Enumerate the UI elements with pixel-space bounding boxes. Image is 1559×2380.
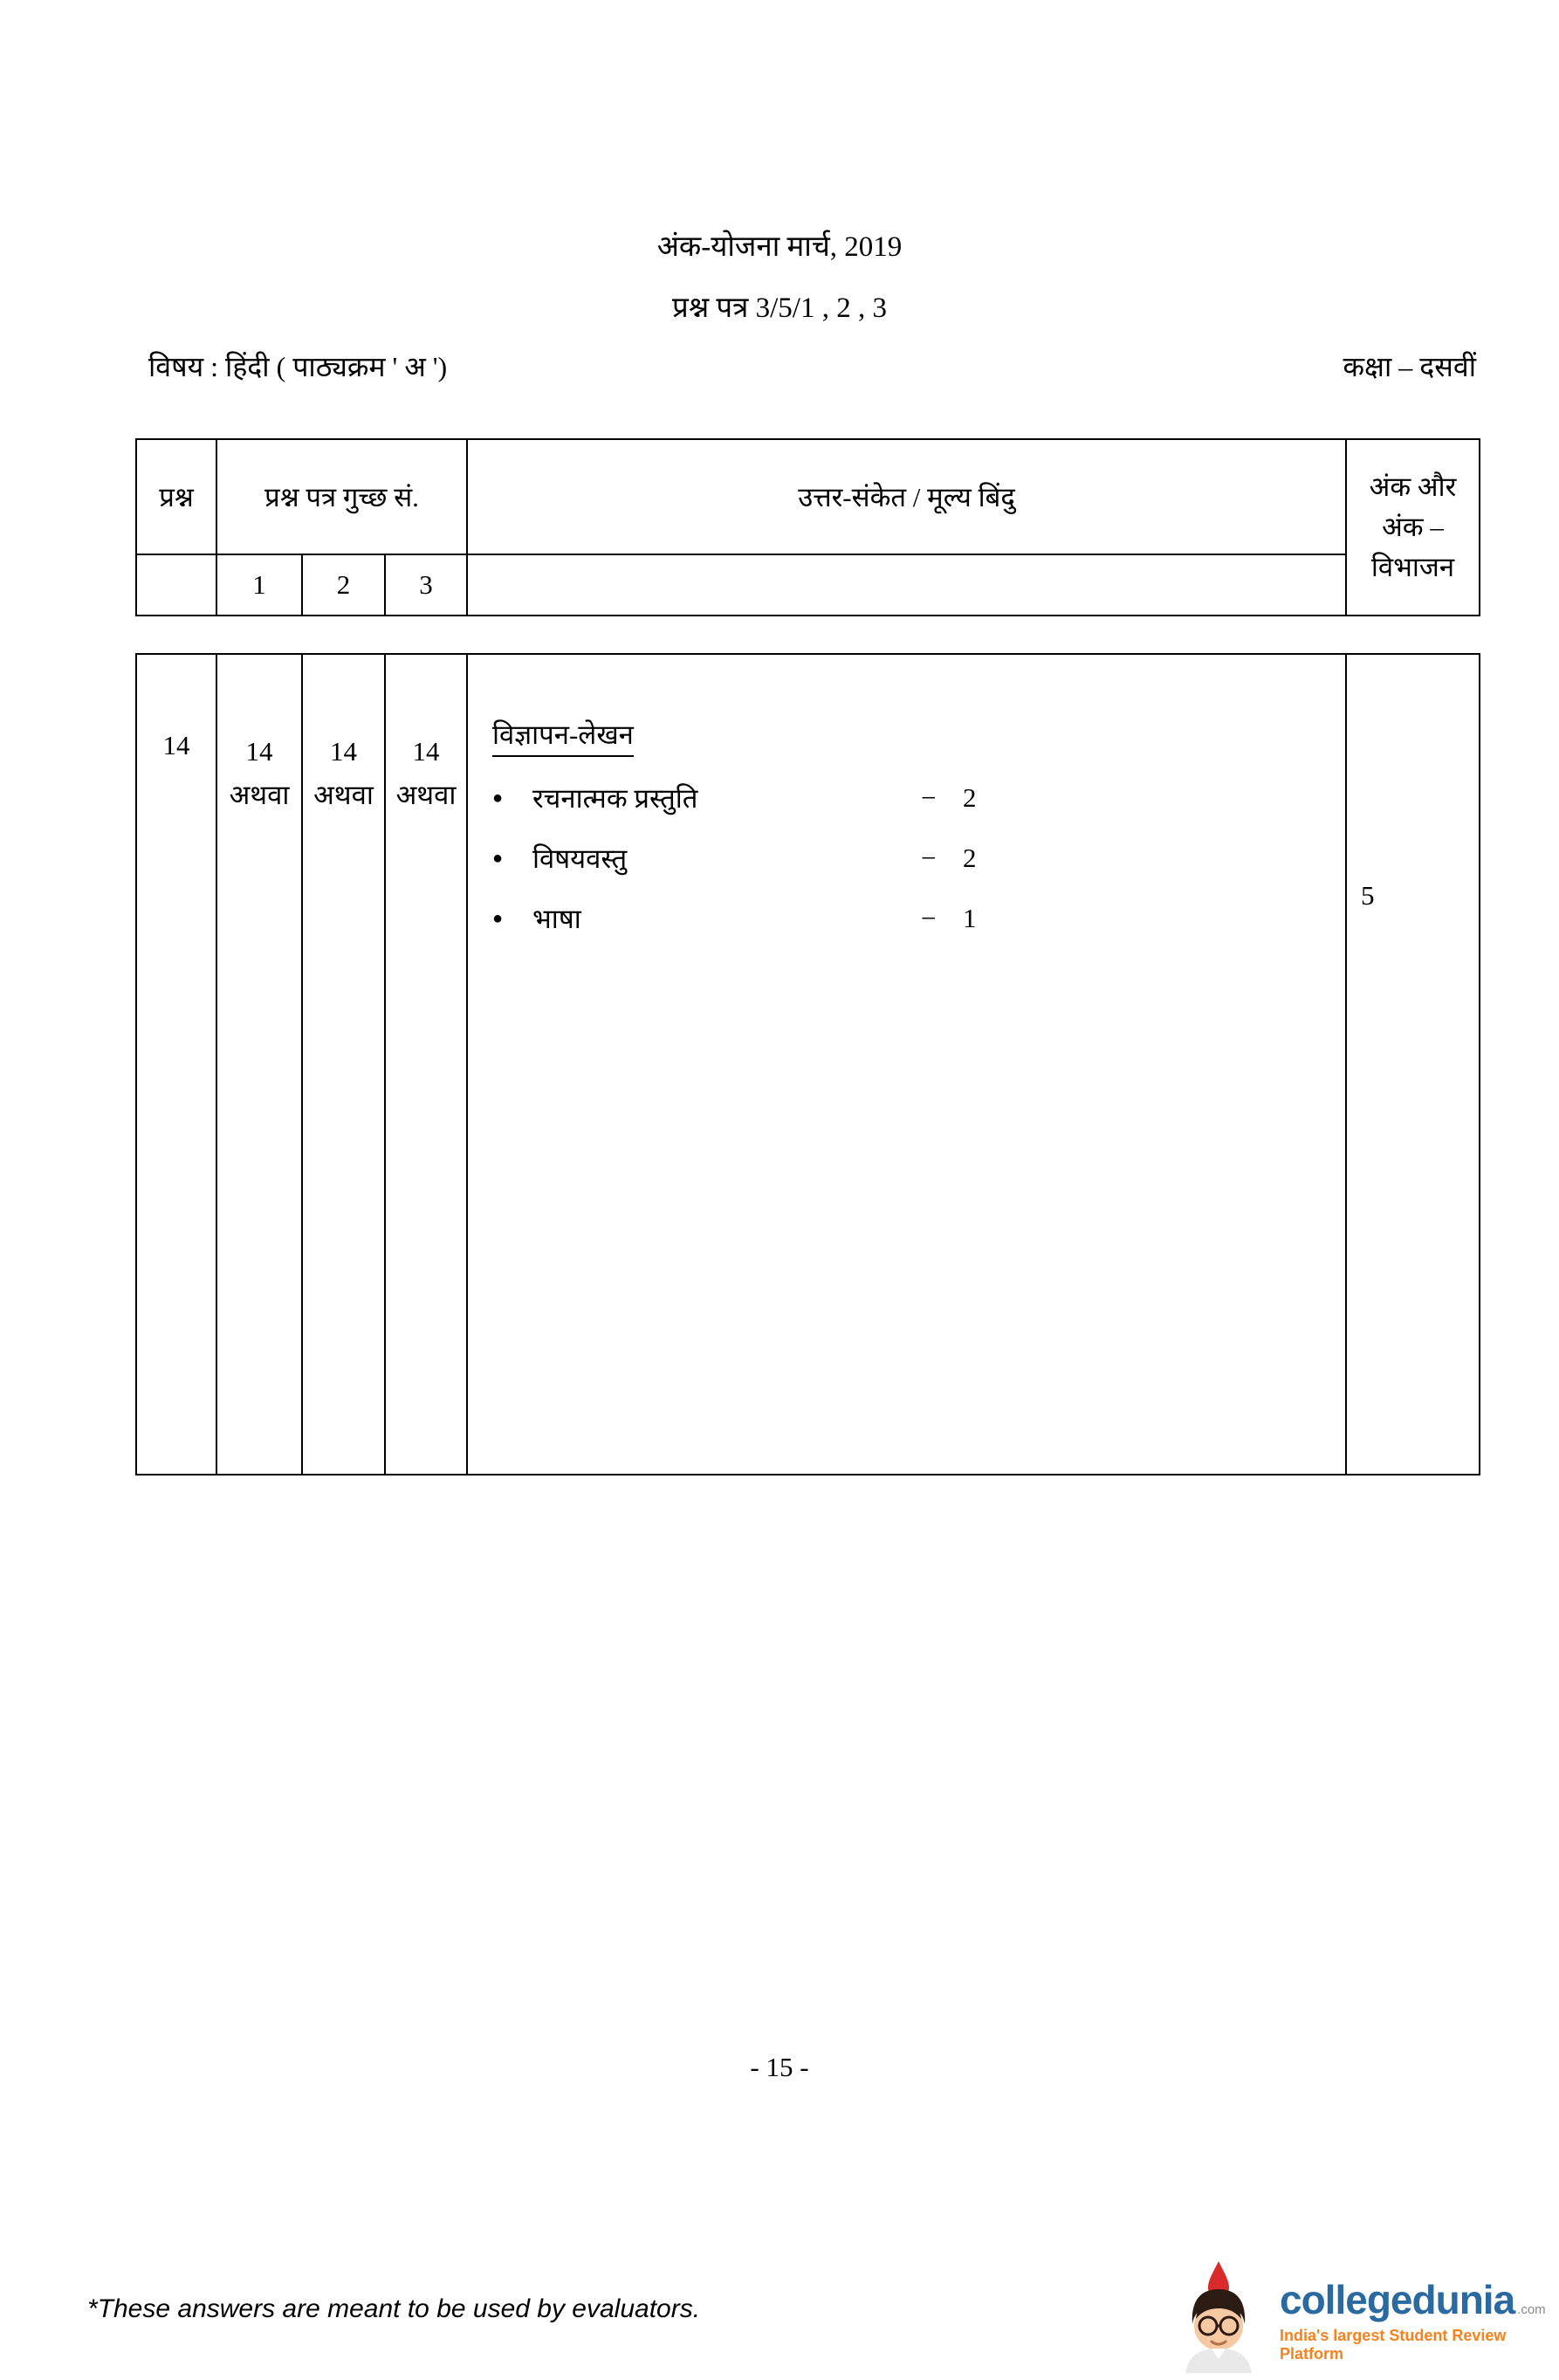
point-dash: − <box>921 843 937 873</box>
point-marks: 2 <box>963 843 977 873</box>
set3-cell <box>385 654 467 1475</box>
page-number: - 15 - <box>750 2052 809 2082</box>
header-answer-col: उत्तर-संकेत / मूल्य बिंदु <box>467 439 1346 554</box>
doc-subtitle: प्रश्न पत्र 3/5/1 , 2 , 3 <box>672 292 887 324</box>
header-empty-cell <box>467 554 1346 616</box>
point-marks: 2 <box>963 782 977 813</box>
bullet-icon: ● <box>492 788 504 808</box>
answer-key-cell <box>467 654 1346 1475</box>
bullet-icon: ● <box>492 848 504 868</box>
brand-tld: .com <box>1517 2301 1546 2317</box>
evaluator-footnote: *These answers are meant to be used by evaluators. <box>87 2294 701 2323</box>
set3-or-label: अथवा <box>395 780 457 810</box>
point-dash: − <box>921 782 937 813</box>
header-group-1: 1 <box>216 554 302 616</box>
collegedunia-logo <box>1170 2261 1559 2377</box>
value-point <box>492 840 1336 877</box>
set1-or-label: अथवा <box>229 780 290 810</box>
bullet-icon: ● <box>492 908 504 928</box>
subject-label: विषय : हिंदी ( पाठ्यक्रम ' अ ') <box>148 351 448 382</box>
brand-text-block <box>1280 2276 1559 2363</box>
subject-row <box>148 347 1476 385</box>
header-question-col: प्रश्न <box>136 439 216 554</box>
point-label: भाषा <box>532 904 581 934</box>
header-group-2: 2 <box>302 554 385 616</box>
set2-cell <box>302 654 385 1475</box>
brand-tagline: India's largest Student Review Platform <box>1280 2326 1507 2363</box>
header-group-3: 3 <box>385 554 467 616</box>
header-marks-col <box>1346 439 1480 616</box>
value-point <box>492 900 1336 937</box>
question-number-cell: 14 <box>136 654 216 1475</box>
total-marks-cell: 5 <box>1361 880 1375 911</box>
doc-title: अंक-योजना मार्च, 2019 <box>656 231 903 263</box>
header-paper-group-col: प्रश्न पत्र गुच्छ सं. <box>216 439 467 554</box>
value-point <box>492 780 1336 816</box>
marks-header-line: अंक और <box>1369 471 1457 502</box>
set3-question-no: 14 <box>412 736 440 767</box>
marks-header-line: विभाजन <box>1370 552 1455 582</box>
header-empty-cell <box>136 554 216 616</box>
set2-or-label: अथवा <box>313 780 374 810</box>
set1-question-no: 14 <box>245 736 273 767</box>
brand-name: collegedunia <box>1280 2276 1515 2322</box>
marks-header-line: अंक – <box>1382 512 1444 542</box>
class-label: कक्षा – दसवीं <box>1343 351 1476 382</box>
marking-scheme-body-table <box>135 653 1480 1475</box>
point-dash: − <box>921 903 937 933</box>
point-label: विषयवस्तु <box>532 843 628 874</box>
point-marks: 1 <box>963 903 977 933</box>
set2-question-no: 14 <box>330 736 357 767</box>
marking-scheme-header-table <box>135 438 1480 616</box>
answer-heading: विज्ञापन-लेखन <box>492 716 634 757</box>
point-label: रचनात्मक प्रस्तुति <box>532 783 698 814</box>
set1-cell <box>216 654 302 1475</box>
collegedunia-mascot-icon <box>1170 2261 1267 2377</box>
